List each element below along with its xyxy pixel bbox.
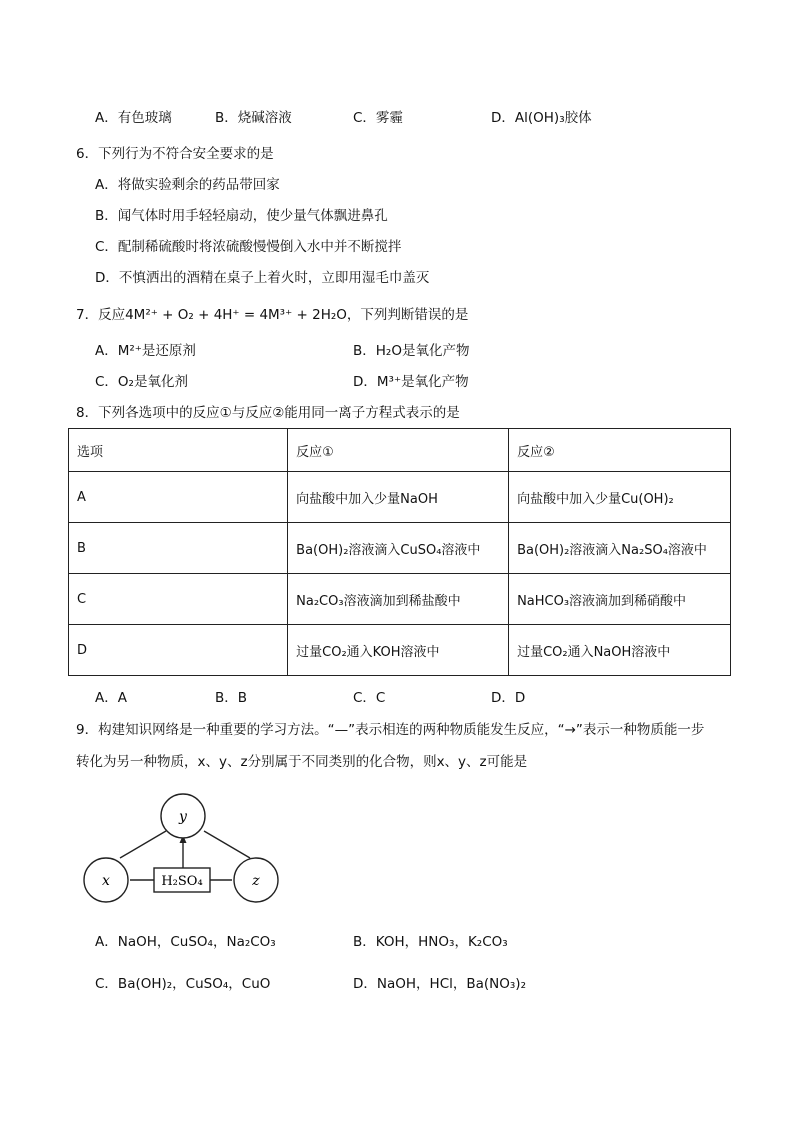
- table-header-cell: 反应①: [288, 429, 509, 472]
- table-row: [69, 574, 731, 625]
- q6-option-b: B．闻气体时用手轻轻扇动，使少量气体飘进鼻孔: [95, 208, 388, 224]
- q8-option-a: A．A: [95, 690, 127, 706]
- q9-option-c: C．Ba(OH)₂，CuSO₄，CuO: [95, 976, 271, 992]
- node-z-label: z: [252, 873, 260, 889]
- acid-label: H₂SO₄: [161, 874, 203, 889]
- table-row: [69, 472, 731, 523]
- q9-stem-line1: 9．构建知识网络是一种重要的学习方法。“—”表示相连的两种物质能发生反应，“→”表示一种物质能一步: [76, 722, 705, 738]
- node-x-label: x: [102, 873, 110, 889]
- node-y-label: y: [179, 809, 187, 825]
- q7-option-d: D．M³⁺是氧化产物: [353, 374, 469, 390]
- q6-option-c: C．配制稀硫酸时将浓硫酸慢慢倒入水中并不断搅拌: [95, 239, 402, 255]
- q8-option-c: C．C: [353, 690, 386, 706]
- table-header-row: [69, 429, 731, 472]
- table-cell: Ba(OH)₂溶液滴入CuSO₄溶液中: [288, 523, 509, 574]
- table-cell: Ba(OH)₂溶液滴入Na₂SO₄溶液中: [509, 523, 731, 574]
- q6-stem: 6．下列行为不符合安全要求的是: [76, 146, 274, 162]
- q7-option-b: B．H₂O是氧化产物: [353, 343, 470, 359]
- table-row: [69, 625, 731, 676]
- q8-stem: 8．下列各选项中的反应①与反应②能用同一离子方程式表示的是: [76, 405, 460, 421]
- q9-option-d: D．NaOH，HCl，Ba(NO₃)₂: [353, 976, 526, 992]
- table-cell: A: [69, 472, 288, 523]
- table-cell: 向盐酸中加入少量Cu(OH)₂: [509, 472, 731, 523]
- table-cell: Na₂CO₃溶液滴加到稀盐酸中: [288, 574, 509, 625]
- q9-stem-line2: 转化为另一种物质，x、y、z分别属于不同类别的化合物，则x、y、z可能是: [76, 754, 528, 770]
- q8-option-d: D．D: [491, 690, 526, 706]
- table-header-cell: 选项: [69, 429, 288, 472]
- q7-option-a: A．M²⁺是还原剂: [95, 343, 196, 359]
- table-cell: D: [69, 625, 288, 676]
- q7-option-c: C．O₂是氧化剂: [95, 374, 188, 390]
- table-header-cell: 反应②: [509, 429, 731, 472]
- table-cell: NaHCO₃溶液滴加到稀硝酸中: [509, 574, 731, 625]
- table-cell: 过量CO₂通入NaOH溶液中: [509, 625, 731, 676]
- q6-option-d: D．不慎洒出的酒精在桌子上着火时，立即用湿毛巾盖灭: [95, 270, 430, 286]
- table-cell: B: [69, 523, 288, 574]
- q5-option-d: D．Al(OH)₃胶体: [491, 110, 592, 126]
- connector-line-y-x: [120, 831, 166, 858]
- table-cell: 过量CO₂通入KOH溶液中: [288, 625, 509, 676]
- q9-option-a: A．NaOH，CuSO₄，Na₂CO₃: [95, 934, 276, 950]
- table-cell: C: [69, 574, 288, 625]
- q9-option-b: B．KOH，HNO₃，K₂CO₃: [353, 934, 508, 950]
- table-row: [69, 523, 731, 574]
- table-cell: 向盐酸中加入少量NaOH: [288, 472, 509, 523]
- q8-table: [68, 428, 731, 676]
- connector-line-y-z: [204, 831, 250, 858]
- q5-option-a: A．有色玻璃: [95, 110, 172, 126]
- q5-option-b: B．烧碱溶液: [215, 110, 292, 126]
- q8-option-b: B．B: [215, 690, 248, 706]
- q9-relation-diagram: [82, 788, 302, 906]
- q6-option-a: A．将做实验剩余的药品带回家: [95, 177, 280, 193]
- q5-option-c: C．雾霾: [353, 110, 403, 126]
- q7-stem: 7．反应4M²⁺ + O₂ + 4H⁺ = 4M³⁺ + 2H₂O，下列判断错误的是: [76, 307, 469, 323]
